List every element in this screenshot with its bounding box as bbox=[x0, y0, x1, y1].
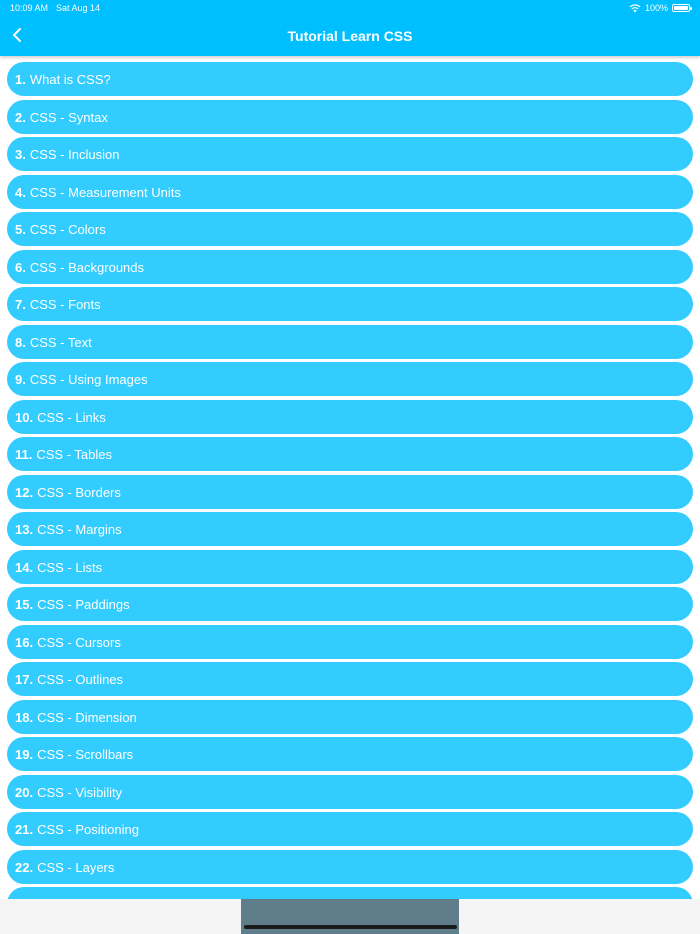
item-label: CSS - Outlines bbox=[37, 671, 124, 687]
item-label: CSS - Text bbox=[29, 334, 92, 350]
list-item[interactable] bbox=[7, 587, 693, 621]
item-label: CSS - Backgrounds bbox=[29, 259, 145, 275]
item-label: CSS - Dimension bbox=[37, 709, 137, 725]
item-label: CSS - Fonts bbox=[29, 296, 101, 312]
list-item[interactable] bbox=[7, 362, 693, 396]
item-label: CSS - Scrollbars bbox=[37, 746, 134, 762]
item-number: 2. bbox=[15, 109, 26, 125]
item-label: CSS - Syntax bbox=[29, 109, 108, 125]
item-label: CSS - Positioning bbox=[37, 821, 139, 837]
item-label: CSS - Borders bbox=[37, 484, 121, 500]
list-item[interactable] bbox=[7, 512, 693, 546]
list-item[interactable] bbox=[7, 212, 693, 246]
list-item[interactable] bbox=[7, 662, 693, 696]
list-item[interactable] bbox=[7, 850, 693, 884]
item-label: CSS - Links bbox=[37, 409, 106, 425]
list-item[interactable] bbox=[7, 550, 693, 584]
item-label: CSS - Measurement Units bbox=[29, 184, 181, 200]
battery-icon bbox=[672, 4, 690, 12]
list-item[interactable] bbox=[7, 737, 693, 771]
item-number: 13. bbox=[15, 521, 34, 537]
item-number: 16. bbox=[15, 634, 34, 650]
item-number: 1. bbox=[15, 71, 26, 87]
item-number: 12. bbox=[15, 484, 34, 500]
item-number: 9. bbox=[15, 371, 26, 387]
item-number: 3. bbox=[15, 146, 26, 162]
status-bar bbox=[0, 0, 700, 18]
item-number: 18. bbox=[15, 709, 34, 725]
status-date: Sat Aug 14 bbox=[56, 3, 101, 13]
item-number: 21. bbox=[15, 821, 34, 837]
item-label: CSS - Layers bbox=[37, 859, 115, 875]
wifi-icon bbox=[629, 4, 641, 13]
item-number: 17. bbox=[15, 671, 34, 687]
item-label: CSS - Margins bbox=[37, 521, 122, 537]
list-item[interactable] bbox=[7, 887, 693, 899]
item-label: CSS - Lists bbox=[37, 559, 103, 575]
status-time: 10:09 AM bbox=[10, 3, 49, 13]
page-title: Tutorial Learn CSS bbox=[287, 28, 413, 44]
item-number: 8. bbox=[15, 334, 26, 350]
list-item[interactable] bbox=[7, 400, 693, 434]
item-label: CSS - Tables bbox=[36, 446, 112, 462]
item-number: 11. bbox=[15, 446, 33, 462]
status-indicators bbox=[629, 3, 690, 13]
list-item[interactable] bbox=[7, 775, 693, 809]
item-number: 14. bbox=[15, 559, 34, 575]
item-label: CSS - Cursors bbox=[37, 634, 121, 650]
list-item[interactable] bbox=[7, 287, 693, 321]
item-label: CSS - Inclusion bbox=[29, 146, 120, 162]
list-item[interactable] bbox=[7, 625, 693, 659]
home-indicator[interactable] bbox=[244, 925, 457, 929]
item-number: 22. bbox=[15, 859, 34, 875]
item-number: 7. bbox=[15, 296, 26, 312]
list-item[interactable] bbox=[7, 100, 693, 134]
item-number: 5. bbox=[15, 221, 26, 237]
item-label: CSS - Paddings bbox=[37, 596, 130, 612]
item-number: 10. bbox=[15, 409, 34, 425]
item-number: 4. bbox=[15, 184, 26, 200]
item-label: CSS - Using Images bbox=[29, 371, 148, 387]
list-item[interactable] bbox=[7, 250, 693, 284]
app-header bbox=[0, 0, 700, 56]
list-item[interactable] bbox=[7, 62, 693, 96]
item-label: CSS - Colors bbox=[29, 221, 106, 237]
list-item[interactable] bbox=[7, 812, 693, 846]
item-number: 15. bbox=[15, 596, 34, 612]
list-item[interactable] bbox=[7, 137, 693, 171]
item-number: 20. bbox=[15, 784, 34, 800]
list-item[interactable] bbox=[7, 700, 693, 734]
item-number: 19. bbox=[15, 746, 34, 762]
topic-list[interactable] bbox=[0, 56, 700, 899]
item-label: CSS - Visibility bbox=[37, 784, 123, 800]
list-item[interactable] bbox=[7, 475, 693, 509]
battery-percent: 100% bbox=[644, 3, 668, 13]
list-item[interactable] bbox=[7, 175, 693, 209]
list-item[interactable] bbox=[7, 325, 693, 359]
item-label: What is CSS? bbox=[29, 71, 111, 87]
list-item[interactable] bbox=[7, 437, 693, 471]
item-number: 6. bbox=[15, 259, 26, 275]
